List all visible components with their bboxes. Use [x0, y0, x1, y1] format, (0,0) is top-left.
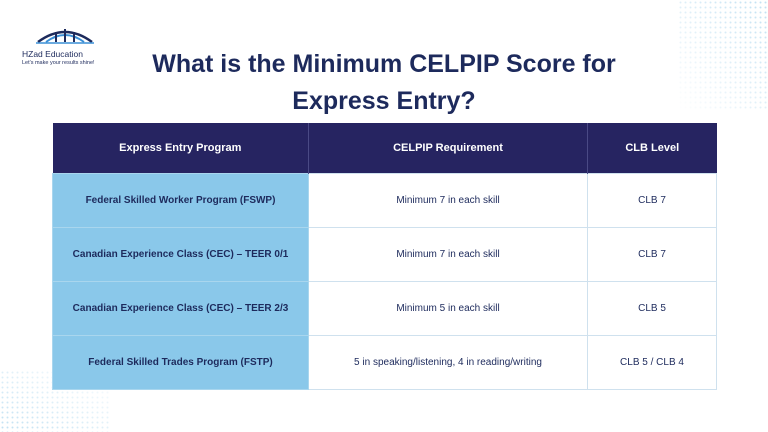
table-row — [53, 282, 717, 336]
clb-level-cell: CLB 7 — [588, 228, 717, 282]
program-cell: Canadian Experience Class (CEC) – TEER 0/1 — [53, 228, 309, 282]
column-header: Express Entry Program — [53, 123, 309, 174]
table-row — [53, 174, 717, 228]
page-title: What is the Minimum CELPIP Score for Express Entry? — [152, 50, 616, 115]
celpip-requirement-cell: Minimum 7 in each skill — [309, 228, 588, 282]
celpip-requirement-cell: Minimum 7 in each skill — [309, 174, 588, 228]
column-header: CELPIP Requirement — [309, 123, 588, 174]
program-cell: Federal Skilled Trades Program (FSTP) — [53, 336, 309, 390]
logo — [22, 24, 118, 66]
dot-pattern-decoration — [678, 0, 768, 110]
program-cell: Canadian Experience Class (CEC) – TEER 2/3 — [53, 282, 309, 336]
column-header: CLB Level — [588, 123, 717, 174]
clb-level-cell: CLB 7 — [588, 174, 717, 228]
program-cell: Federal Skilled Worker Program (FSWP) — [53, 174, 309, 228]
celpip-requirement-cell: Minimum 5 in each skill — [309, 282, 588, 336]
table-row — [53, 336, 717, 390]
logo-tagline: Let's make your results shine! — [22, 60, 95, 66]
logo-name: HZad Education — [22, 49, 83, 59]
bridge-logo-icon — [36, 24, 94, 46]
clb-level-cell: CLB 5 / CLB 4 — [588, 336, 717, 390]
requirements-table — [52, 123, 717, 390]
table-header-row — [53, 123, 717, 174]
table-row — [53, 228, 717, 282]
clb-level-cell: CLB 5 — [588, 282, 717, 336]
celpip-requirement-cell: 5 in speaking/listening, 4 in reading/writing — [309, 336, 588, 390]
